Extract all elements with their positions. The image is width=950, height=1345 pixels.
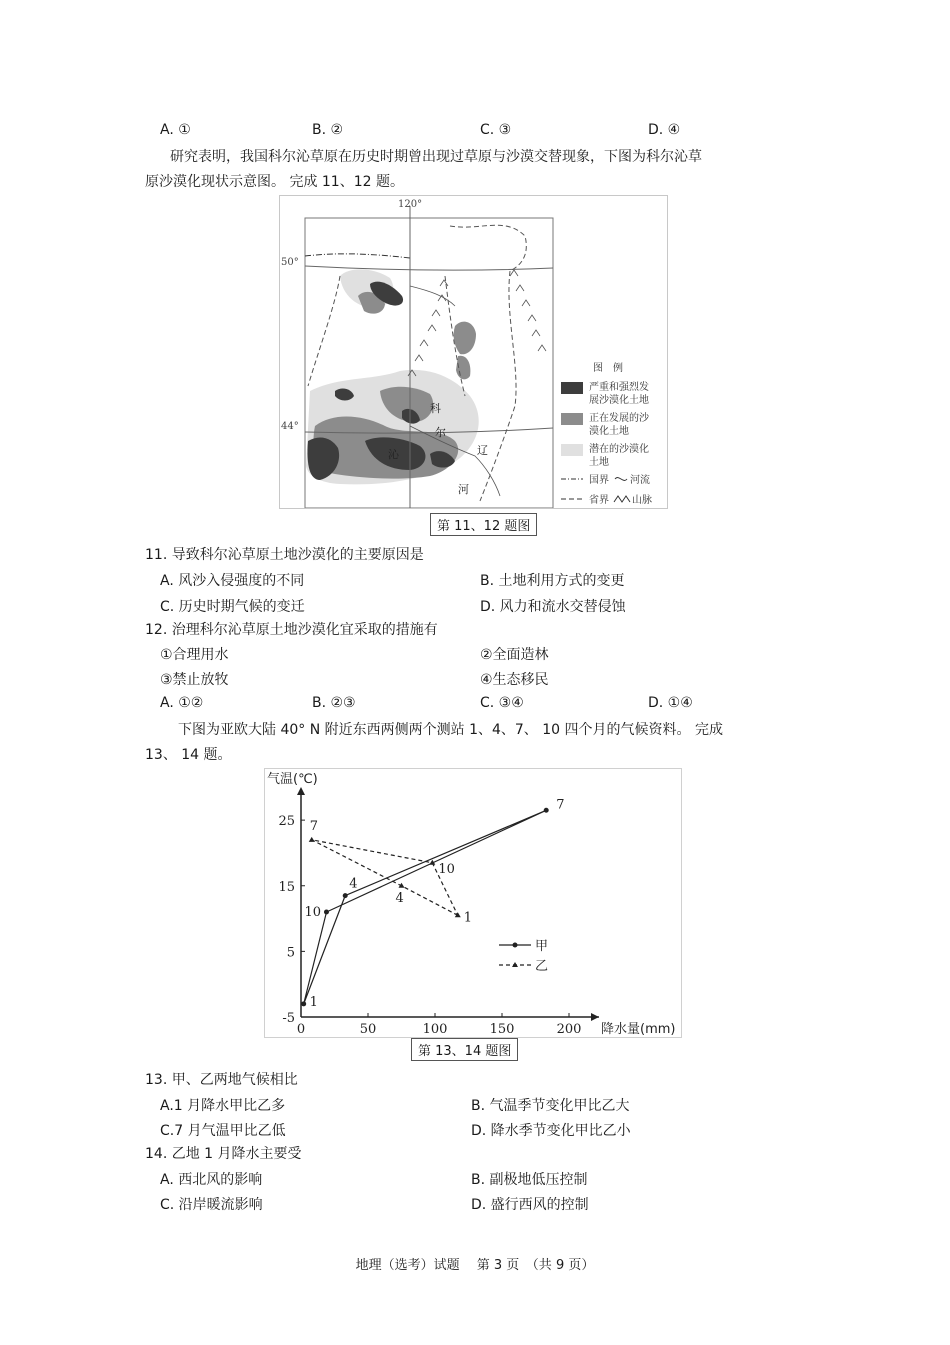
data-point-label: 7: [309, 818, 319, 834]
q13-option-a: A.1 月降水甲比乙多: [160, 1098, 286, 1114]
x-axis-label: 降水量(mm): [601, 1022, 676, 1037]
q13-stem: 13. 甲、乙两地气候相比: [145, 1072, 298, 1088]
q13-option-b: B. 气温季节变化甲比乙大: [471, 1098, 630, 1114]
place-label-4: 辽: [477, 444, 488, 457]
q12-option-b: B. ②③: [312, 695, 356, 711]
desertification-map: [279, 195, 668, 509]
climate-chart: [264, 768, 682, 1038]
climate-chart-svg: [265, 769, 681, 1037]
lat-44-label: 44°: [281, 421, 299, 432]
data-point-dot: [343, 893, 348, 898]
place-label-3: 沁: [388, 448, 399, 461]
data-point-label: 7: [556, 797, 565, 813]
legend-item2-line2: 漠化土地: [589, 426, 629, 437]
q13-option-d: D. 降水季节变化甲比乙小: [471, 1123, 631, 1139]
legend-swatch-severe: [561, 382, 583, 394]
q11-stem: 11. 导致科尔沁草原土地沙漠化的主要原因是: [145, 547, 424, 563]
q14-option-a: A. 西北风的影响: [160, 1172, 263, 1188]
legend-item1-line1: 严重和强烈发: [589, 382, 649, 393]
q12-item-1: ①合理用水: [160, 647, 229, 663]
y-tick-label: -5: [282, 1011, 295, 1026]
chart-caption: 第 13、14 题图: [411, 1038, 518, 1061]
x-tick-label: 50: [359, 1022, 377, 1037]
x-tick-label: 100: [422, 1022, 448, 1037]
y-axis-arrow: [297, 787, 305, 795]
data-point-dot: [301, 1001, 306, 1006]
legend-item3-line2: 土地: [589, 457, 609, 468]
legend-swatch-potential: [561, 444, 583, 456]
legend-marker-triangle: [512, 962, 518, 967]
data-point-label: 4: [395, 890, 404, 906]
series-line-乙: [312, 840, 458, 916]
place-label-2: 尔: [435, 426, 446, 439]
q11-option-a: A. 风沙入侵强度的不同: [160, 573, 305, 589]
q14-option-d: D. 盛行西风的控制: [471, 1197, 589, 1213]
legend-item2-line1: 正在发展的沙: [589, 413, 649, 424]
q10-option-c: C. ③: [480, 122, 512, 138]
q10-option-a: A. ①: [160, 122, 191, 138]
intro1-line2: 原沙漠化现状示意图。 完成 11、12 题。: [145, 174, 404, 190]
y-axis-label: 气温(℃): [267, 772, 318, 787]
intro2-line2: 13、 14 题。: [145, 747, 232, 763]
legend-label-乙: 乙: [535, 959, 549, 974]
legend-border: 国界: [589, 475, 609, 486]
q13-option-c: C.7 月气温甲比乙低: [160, 1123, 286, 1139]
lon-120-label: 120°: [398, 199, 423, 210]
q10-option-d: D. ④: [648, 122, 681, 138]
map-caption: 第 11、12 题图: [430, 513, 537, 536]
data-point-label: 10: [438, 861, 455, 877]
place-label-1: 科: [430, 402, 441, 415]
map-svg: [280, 196, 667, 508]
q12-stem: 12. 治理科尔沁草原土地沙漠化宜采取的措施有: [145, 622, 438, 638]
data-point-label: 10: [304, 905, 322, 920]
lat-50-label: 50°: [281, 257, 299, 268]
x-axis-arrow: [591, 1013, 599, 1021]
data-point-label: 4: [349, 876, 358, 892]
x-tick-label: 200: [556, 1022, 582, 1037]
legend-swatch-developing: [561, 413, 583, 425]
q14-option-c: C. 沿岸暖流影响: [160, 1197, 263, 1213]
legend-mountain: 山脉: [632, 495, 652, 506]
legend-river: 河流: [630, 475, 650, 486]
series-line-甲: [304, 810, 547, 1004]
q12-option-c: C. ③④: [480, 695, 524, 711]
data-point-triangle: [309, 837, 315, 842]
legend-province: 省界: [589, 495, 609, 506]
legend-label-甲: 甲: [535, 939, 549, 954]
y-tick-label: 15: [278, 879, 295, 895]
q11-option-b: B. 土地利用方式的变更: [480, 573, 625, 589]
q14-option-b: B. 副极地低压控制: [471, 1172, 588, 1188]
data-point-dot: [544, 808, 549, 813]
q10-option-b: B. ②: [312, 122, 344, 138]
legend-title: 图 例: [593, 363, 623, 374]
q11-option-c: C. 历史时期气候的变迁: [160, 599, 305, 615]
data-point-label: 1: [309, 994, 318, 1010]
x-tick-label: 150: [489, 1022, 515, 1037]
map-legend: [561, 361, 652, 506]
y-tick-label: 5: [286, 945, 295, 961]
place-label-5: 河: [458, 483, 469, 496]
data-point-label: 1: [463, 910, 473, 926]
page-footer: 地理（选考）试题 第 3 页 （共 9 页）: [355, 1258, 595, 1273]
q14-stem: 14. 乙地 1 月降水主要受: [145, 1146, 302, 1162]
q11-option-d: D. 风力和流水交替侵蚀: [480, 599, 626, 615]
data-point-dot: [324, 910, 329, 915]
q12-option-d: D. ①④: [648, 695, 693, 711]
y-tick-label: 25: [278, 814, 295, 830]
intro2-line1: 下图为亚欧大陆 40° N 附近东西两侧两个测站 1、4、7、 10 四个月的气候资料。 完成: [178, 722, 723, 738]
q12-item-3: ③禁止放牧: [160, 672, 229, 688]
q12-item-4: ④生态移民: [480, 672, 549, 688]
q12-item-2: ②全面造林: [480, 647, 549, 663]
legend-item1-line2: 展沙漠化土地: [589, 395, 649, 406]
q12-option-a: A. ①②: [160, 695, 204, 711]
legend-item3-line1: 潜在的沙漠化: [589, 444, 649, 455]
x-tick-label: 0: [296, 1022, 306, 1037]
legend-marker-dot: [513, 943, 518, 948]
intro1-line1: 研究表明，我国科尔沁草原在历史时期曾出现过草原与沙漠交替现象，下图为科尔沁草: [170, 149, 702, 165]
